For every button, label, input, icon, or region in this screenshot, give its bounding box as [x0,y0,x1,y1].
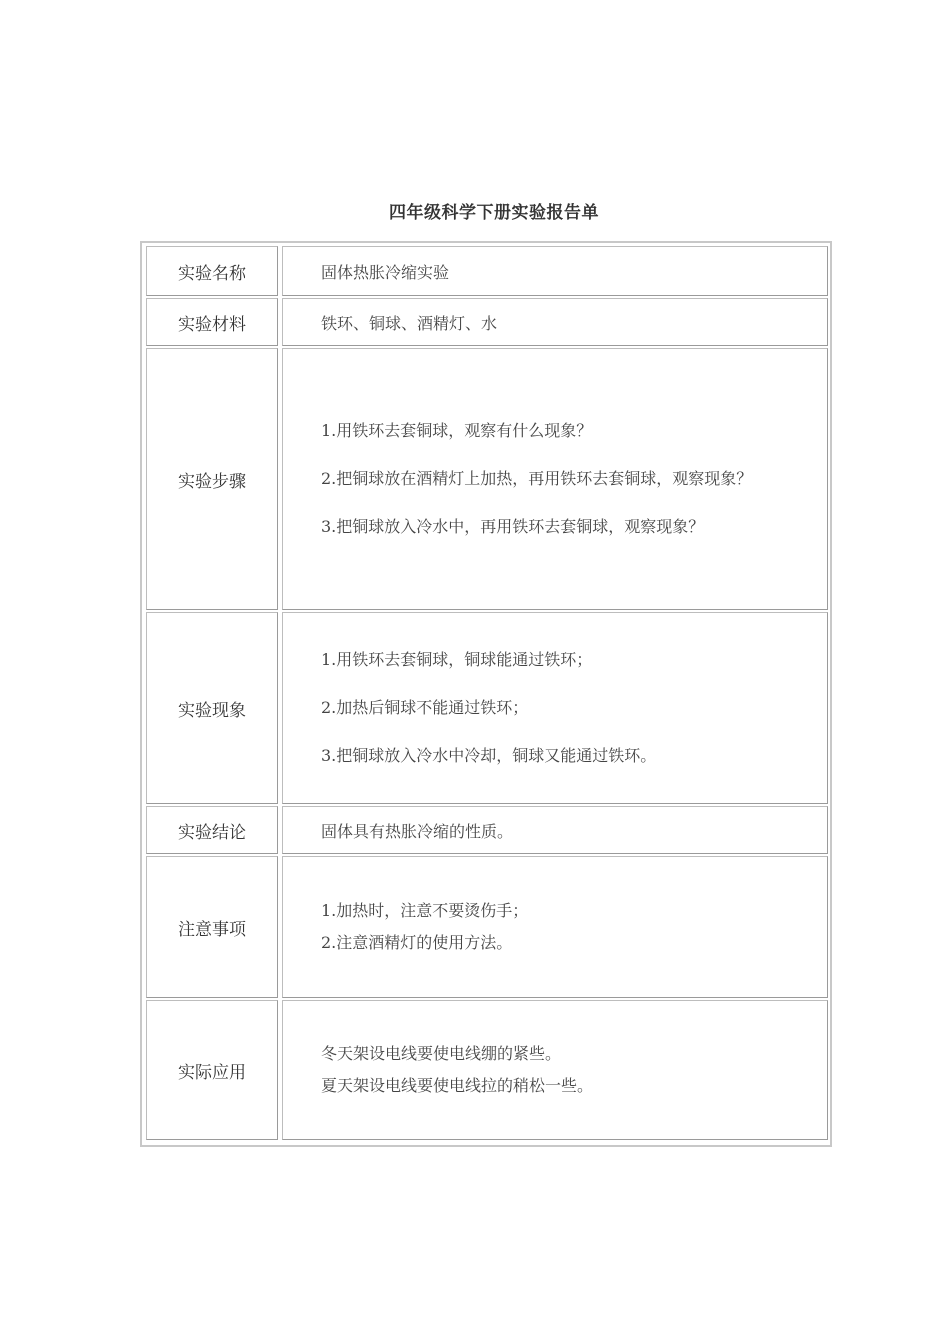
row-content [282,806,828,854]
report-title: 四年级科学下册实验报告单 [389,203,599,223]
content-line: 2.把铜球放在酒精灯上加热，再用铁环去套铜球，观察现象？ [321,469,753,488]
content-line: 2.注意酒精灯的使用方法。 [321,933,513,952]
row-label: 实验名称 [146,246,278,296]
row-content [282,348,828,610]
table-row-application [146,1000,828,1140]
row-label: 实验步骤 [146,348,278,610]
content-line: 3.把铜球放入冷水中，再用铁环去套铜球，观察现象？ [321,517,705,536]
row-content [282,246,828,296]
content-line: 固体具有热胀冷缩的性质。 [321,821,514,841]
table-row-steps [146,348,828,610]
content-line: 1.用铁环去套铜球，铜球能通过铁环； [321,650,593,669]
row-content [282,1000,828,1140]
table-row-phenomena [146,612,828,804]
content-line: 固体热胀冷缩实验 [321,262,450,282]
table-row-conclusion [146,806,828,854]
row-label: 注意事项 [146,856,278,998]
row-label: 实验结论 [146,806,278,854]
row-label: 实际应用 [146,1000,278,1140]
row-content [282,298,828,346]
content-line: 1.用铁环去套铜球，观察有什么现象？ [321,421,593,440]
row-label: 实验材料 [146,298,278,346]
content-line: 1.加热时，注意不要烫伤手； [321,901,529,920]
row-content [282,856,828,998]
content-line: 冬天架设电线要使电线绷的紧些。 [321,1044,562,1063]
row-content [282,612,828,804]
table-row-experiment-name [146,246,828,296]
content-line: 2.加热后铜球不能通过铁环； [321,698,529,717]
report-table [140,241,832,1147]
content-line: 夏天架设电线要使电线拉的稍松一些。 [321,1076,594,1095]
row-label: 实验现象 [146,612,278,804]
content-line: 铁环、铜球、酒精灯、水 [321,313,498,333]
content-line: 3.把铜球放入冷水中冷却，铜球又能通过铁环。 [321,746,657,765]
table-row-precautions [146,856,828,998]
table-row-materials [146,298,828,346]
